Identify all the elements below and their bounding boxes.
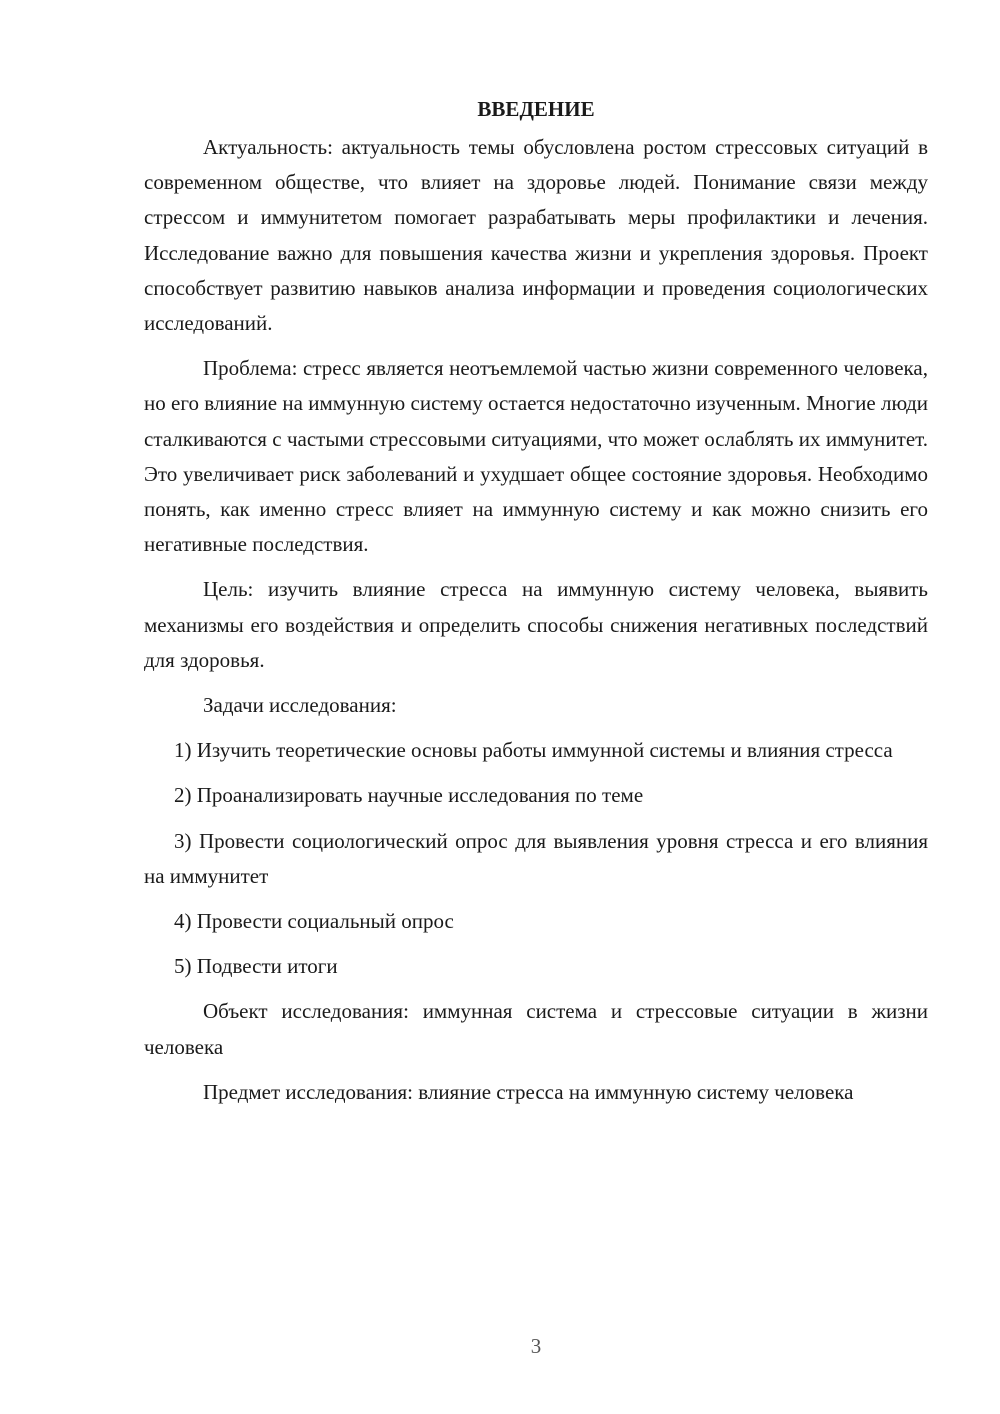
research-subject-paragraph: Предмет исследования: влияние стресса на иммунную систему человека <box>203 1079 854 1104</box>
task-item-1: 1) Изучить теоретические основы работы иммунной системы и влияния стресса <box>174 738 893 763</box>
relevance-paragraph: Актуальность: актуальность темы обусловлена ростом стрессовых ситуаций в современном обществе, что влияет на здоровье людей. Понимание связи между стрессом и иммунитетом помогает разрабатывать меры профилактики и лечения. Исследование важно для повышения качества жизни и укрепления здоровья. Проект способствует развитию навыков анализа информации и проведения социологических исследований. <box>144 135 928 336</box>
task-item-2: 2) Проанализировать научные исследования по теме <box>174 783 644 808</box>
goal-paragraph: Цель: изучить влияние стресса на иммунную систему человека, выявить механизмы его воздействия и определить способы снижения негативных последствий для здоровья. <box>144 577 928 672</box>
tasks-heading: Задачи исследования: <box>203 693 397 718</box>
section-heading: ВВЕДЕНИЕ <box>477 97 595 121</box>
task-item-3: 3) Провести социологический опрос для выявления уровня стресса и его влияния на иммунитет <box>144 828 928 888</box>
problem-paragraph: Проблема: стресс является неотъемлемой частью жизни современного человека, но его влияние на иммунную систему остается недостаточно изученным. Многие люди сталкиваются с частыми стрессовыми ситуациями, что может ослаблять их иммунитет. Это увеличивает риск заболеваний и ухудшает общее состояние здоровья. Необходимо понять, как именно стресс влияет на иммунную систему и как можно снизить его негативные последствия. <box>144 356 928 557</box>
task-item-5: 5) Подвести итоги <box>174 954 338 979</box>
task-item-4: 4) Провести социальный опрос <box>174 909 454 934</box>
research-object-paragraph: Объект исследования: иммунная система и стрессовые ситуации в жизни человека <box>144 999 928 1059</box>
document-page <box>144 92 928 1120</box>
page-number: 3 <box>530 1334 542 1358</box>
